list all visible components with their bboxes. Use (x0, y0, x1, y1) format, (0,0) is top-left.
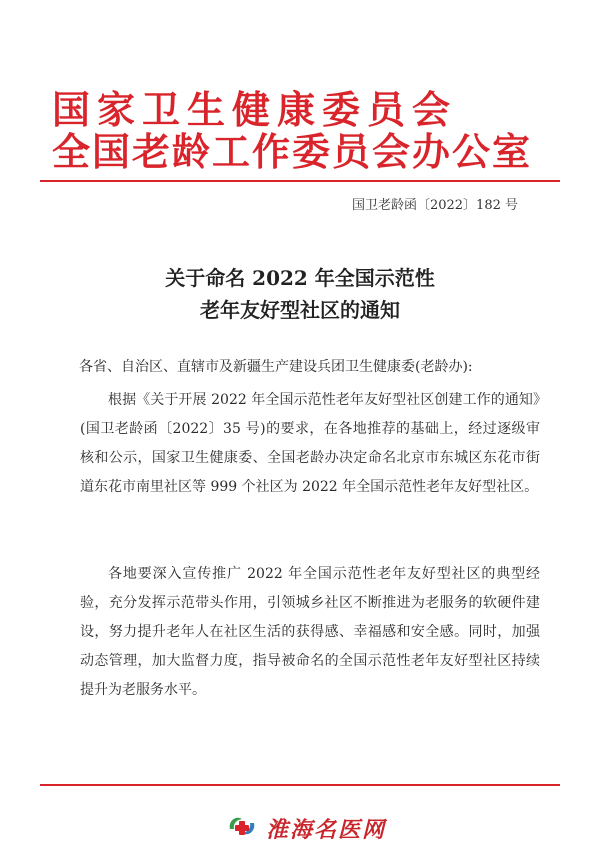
issuer-name-line2: 全国老龄工作委员会办公室 (52, 129, 533, 174)
medical-cross-leaf-icon (226, 811, 258, 841)
footer-divider (40, 784, 560, 786)
body-paragraph-1: 根据《关于开展 2022 年全国示范性老年友好型社区创建工作的通知》(国卫老龄函〔2022〕35 号)的要求，在各地推荐的基础上，经过逐级审核和公示，国家卫生健康委、全国老龄办决定命名北京市东城区东花市街道东花市南里社区等 999 个社区为 2022 年全国示范性老年友好型社区。 (80, 392, 540, 495)
header-divider (40, 180, 560, 182)
issuer-name-line1: 国家卫生健康委员会 (52, 87, 458, 132)
document-title-line2: 老年友好型社区的通知 (200, 298, 400, 322)
watermark-brand-text: 淮海名医网 (266, 817, 387, 843)
salutation: 各省、自治区、直辖市及新疆生产建设兵团卫生健康委(老龄办): (79, 359, 473, 375)
body-paragraph-2: 各地要深入宣传推广 2022 年全国示范性老年友好型社区的典型经验，充分发挥示范带头作用，引领城乡社区不断推进为老服务的软硬件建设，努力提升老年人在社区生活的获得感、幸福感和安全感。同时，加强动态管理，加大监督力度，指导被命名的全国示范性老年友好型社区持续提升为老服务水平。 (80, 566, 540, 698)
document-number: 国卫老龄函〔2022〕182 号 (351, 198, 518, 213)
document-title-line1: 关于命名 2022 年全国示范性 (165, 266, 435, 290)
